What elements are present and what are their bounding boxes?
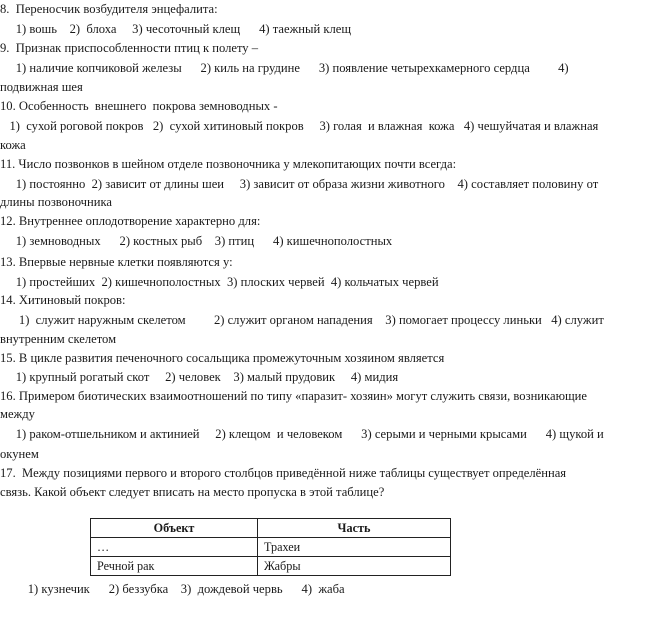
question-10-options-cont: кожа — [0, 138, 26, 152]
question-9-options: 1) наличие копчиковой железы 2) киль на грудине 3) появление четырехкамерного сердца 4) — [0, 61, 569, 75]
table-cell-object: Речной рак — [91, 557, 258, 576]
question-11-options-cont: длины позвоночника — [0, 195, 112, 209]
question-8-text: 8. Переносчик возбудителя энцефалита: — [0, 2, 218, 16]
question-17-options: 1) кузнечик 2) беззубка 3) дождевой червь 4) жаба — [12, 582, 345, 596]
question-17-text: 17. Между позициями первого и второго столбцов приведённой ниже таблицы существует определённая — [0, 466, 567, 480]
question-13-options: 1) простейших 2) кишечнополостных 3) плоских червей 4) кольчатых червей — [0, 275, 439, 289]
question-16-text: 16. Примером биотических взаимоотношений по типу «паразит- хозяин» могут служить связи, возникающие — [0, 389, 587, 403]
question-16-options: 1) раком-отшельником и актинией 2) клещом и человеком 3) серыми и черными крысами 4) щукой и — [0, 427, 604, 441]
table-row — [91, 557, 451, 576]
question-13-text: 13. Впервые нервные клетки появляются у: — [0, 255, 233, 269]
question-12-options: 1) земноводных 2) костных рыб 3) птиц 4) кишечнополостных — [0, 234, 393, 248]
table-row — [91, 538, 451, 557]
question-15-text: 15. В цикле развития печеночного сосальщика промежуточным хозяином является — [0, 351, 445, 365]
table-header-object: Объект — [91, 519, 258, 538]
table-cell-part: Трахеи — [258, 538, 451, 557]
table-header-part: Часть — [258, 519, 451, 538]
question-11-options: 1) постоянно 2) зависит от длины шеи 3) зависит от образа жизни животного 4) составляет половину от — [0, 177, 599, 191]
question-14-options: 1) служит наружным скелетом 2) служит органом нападения 3) помогает процессу линьки 4) служит — [0, 313, 604, 327]
question-10-text: 10. Особенность внешнего покрова земноводных - — [0, 99, 278, 113]
object-part-table — [90, 518, 451, 576]
question-14-options-cont: внутренним скелетом — [0, 332, 117, 346]
question-9-options-cont: подвижная шея — [0, 80, 83, 94]
question-15-options: 1) крупный рогатый скот 2) человек 3) малый прудовик 4) мидия — [0, 370, 399, 384]
question-16-options-cont: окунем — [0, 447, 39, 461]
question-11-text: 11. Число позвонков в шейном отделе позвоночника у млекопитающих почти всегда: — [0, 157, 457, 171]
question-17-text-cont: связь. Какой объект следует вписать на место пропуска в этой таблице? — [0, 485, 385, 499]
question-14-text: 14. Хитиновый покров: — [0, 293, 126, 307]
table-cell-part: Жабры — [258, 557, 451, 576]
question-16-text-cont: между — [0, 407, 35, 421]
table-header-row — [91, 519, 451, 538]
question-12-text: 12. Внутреннее оплодотворение характерно для: — [0, 214, 261, 228]
question-9-text: 9. Признак приспособленности птиц к полету – — [0, 41, 259, 55]
question-8-options: 1) вошь 2) блоха 3) чесоточный клещ 4) таежный клещ — [0, 22, 352, 36]
question-10-options: 1) сухой роговой покров 2) сухой хитиновый покров 3) голая и влажная кожа 4) чешуйчатая и влажная — [0, 119, 599, 133]
table-cell-object: … — [91, 538, 258, 557]
